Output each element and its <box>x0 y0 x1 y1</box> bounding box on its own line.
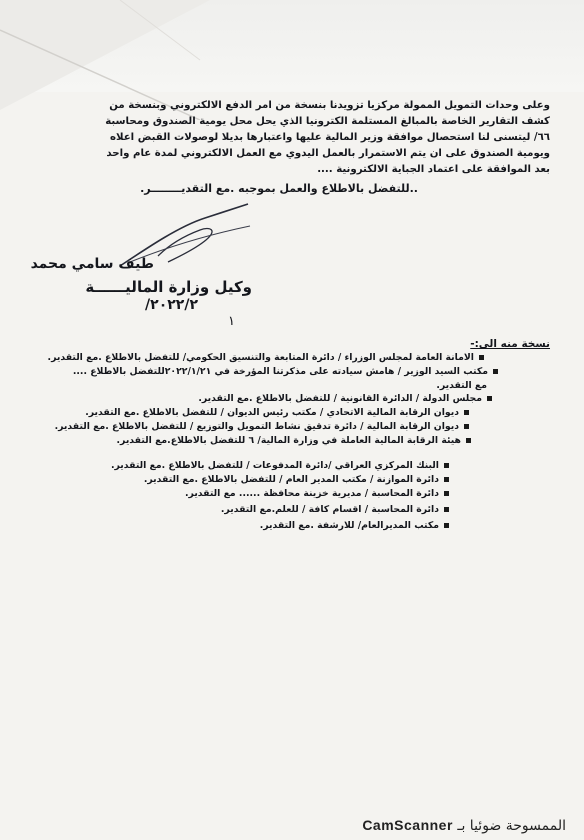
bullet <box>466 438 471 443</box>
document-date: ٢٠٢٢/٢/ <box>145 297 198 313</box>
copy-item-11: مكتب المديرالعام/ للارشفة .مع التقدير. <box>260 520 449 531</box>
bullet <box>464 424 469 429</box>
letter-line-2: كشف التقارير الخاصة بالمبالغ المستلمة الكترونيا الذي يحل محل يومية الصندوق ومحاسبة <box>105 116 550 127</box>
bullet <box>479 355 484 360</box>
copies-heading: نسخة منه الى:- <box>470 338 550 350</box>
bullet <box>444 507 449 512</box>
copy-item-9: دائرة المحاسبة / مديرية خزينة محافظة ...... مع التقدير. <box>185 488 449 499</box>
footer-prefix: الممسوحة ضوئيا بـ <box>457 818 566 834</box>
signatory-title: وكيل وزارة الماليــــــة <box>85 278 252 296</box>
letter-closing: ..للتفضل بالاطلاع والعمل بموجبه .مع التقديــــــــر. <box>140 182 418 195</box>
bullet <box>444 491 449 496</box>
letter-line-1: وعلى وحدات التمويل الممولة مركزيا تزويدنا بنسخة من امر الدفع الالكتروني وبنسخة من <box>109 100 550 111</box>
letter-line-5: بعد الموافقة على اعتماد الجباية الالكترونية .... <box>317 164 550 175</box>
bullet <box>444 463 449 468</box>
bullet <box>493 369 498 374</box>
copy-item-5: ديوان الرقابة المالية / دائرة تدقيق نشاط التمويل والتوزيع / للتفضل بالاطلاع .مع التقدير. <box>55 421 469 432</box>
bullet <box>487 396 492 401</box>
signatory-name: طيف سامي محمد <box>30 256 154 272</box>
copy-item-7: البنك المركزي العراقي /دائرة المدفوعات / للتفضل بالاطلاع .مع التقدير. <box>111 460 449 471</box>
copy-item-8: دائرة الموازنة / مكتب المدير العام / للتفضل بالاطلاع .مع التقدير. <box>144 474 449 485</box>
letter-line-4: ويومية الصندوق على ان يتم الاستمرار بالعمل اليدوي مع العمل الالكتروني لمدة عام واحد <box>106 148 550 159</box>
bullet <box>464 410 469 415</box>
copy-item-4: ديوان الرقابة المالية الاتحادي / مكتب رئيس الديوان / للتفضل بالاطلاع .مع التقدير. <box>85 407 469 418</box>
handwritten-mark: ١ <box>228 314 235 329</box>
copy-item-2-continued: مع التقدير. <box>436 380 487 391</box>
copy-item-2: مكتب السيد الوزير / هامش سيادته على مذكرتنا المؤرخة في ٢٠٢٢/١/٢١للتفضل بالاطلاع .... <box>73 366 498 377</box>
copy-item-10: دائرة المحاسبة / اقسام كافة / للعلم.مع التقدير. <box>221 504 449 515</box>
bullet <box>444 477 449 482</box>
bullet <box>444 523 449 528</box>
letter-line-3: ٦٦/ ليتسنى لنا استحصال موافقة وزير المالية عليها واعتبارها بديلا لوصولات القبض اعلاه <box>109 132 550 143</box>
copy-item-6: هيئة الرقابة المالية العاملة في وزارة المالية/ ٦ للتفضل بالاطلاع.مع التقدير. <box>117 435 472 446</box>
copy-item-3: مجلس الدولة / الدائرة القانونية / للتفضل بالاطلاع .مع التقدير. <box>198 393 492 404</box>
camscanner-brand: CamScanner <box>362 817 453 833</box>
scanner-footer <box>362 817 566 834</box>
copy-item-1: الامانة العامة لمجلس الوزراء / دائرة المتابعة والتنسيق الحكومي/ للتفضل بالاطلاع .مع التقدير. <box>48 352 484 363</box>
